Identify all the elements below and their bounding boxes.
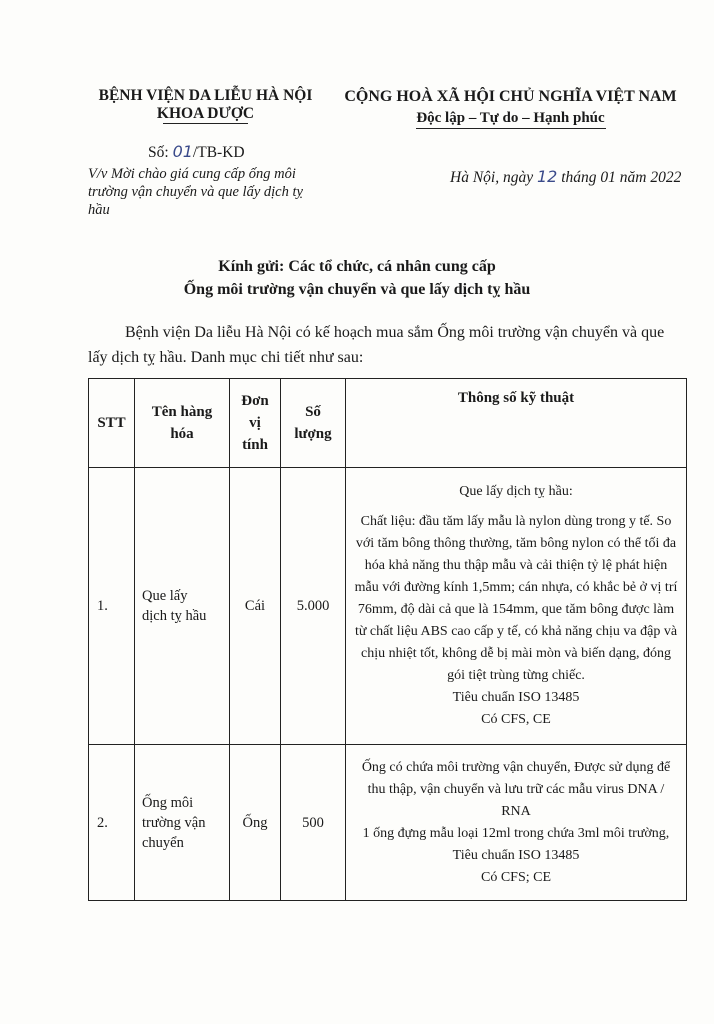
row-spec [346,745,687,901]
item-name-line1: Que lấy [142,588,188,604]
header-spec: Thông số kỹ thuật [346,379,687,468]
header-qty-line2: lượng [294,426,332,442]
national-motto: Độc lập – Tự do – Hạnh phúc [416,110,605,126]
spec-body: Chất liệu: đầu tăm lấy mẫu là nylon dùng trong y tế. So với tăm bông thông thường, tăm bông nylon có thể tối đa hóa khả năng thu thập mẫu và cải thiện tỷ lệ phát hiện mẫu với đường kính 1,5mm; cán nhựa, có khắc bẻ ở vị trí 76mm, độ dài cả que là 154mm, que tăm bông được làm từ chất liệu ABS cao cấp y tế, có khả năng chịu va đập và chịu nhiệt tốt, không dễ bị mài mòn và biến dạng, đóng gói tiệt trùng từng chiếc. [354,514,678,683]
header-unit-line1: Đơn [241,393,269,409]
row-quantity: 500 [281,745,346,901]
motto-underline [416,128,606,129]
header-unit [230,379,281,468]
spec-certification: Có CFS; CE [480,869,552,885]
hospital-name: BỆNH VIỆN DA LIỄU HÀ NỘI [98,87,313,104]
item-name-line2: trường vận [142,814,206,831]
row-quantity: 5.000 [281,468,346,745]
addressee-line-1: Kính gửi: Các tổ chức, cá nhân cung cấp [218,258,496,275]
table-row [89,745,687,901]
spec-certification: Có CFS, CE [481,712,551,727]
spec-standard: Tiêu chuẩn ISO 13485 [452,847,580,863]
document-subject: V/v Mời chào giá cung cấp ống môi trường vận chuyển và que lấy dịch tỵ hầu [88,166,303,218]
row-stt: 2. [89,745,135,901]
date-prefix: Hà Nội, ngày [450,169,534,186]
addressee-line-2: Ống môi trường vận chuyển và que lấy dịch tỵ hầu [183,281,531,298]
header-name-line2: hóa [170,426,194,442]
national-title: CỘNG HOÀ XÃ HỘI CHỦ NGHĨA VIỆT NAM [344,88,677,105]
document-number [148,142,245,162]
spec-body: Ống có chứa môi trường vận chuyển, Được sử dụng để thu thập, vận chuyển và lưu trữ các mẫu virus DNA / RNA [361,759,671,819]
row-stt: 1. [89,468,135,745]
header-unit-line3: tính [242,437,268,453]
document-date [450,167,681,187]
row-unit: Cái [230,468,281,745]
date-suffix: tháng 01 năm 2022 [561,169,682,186]
header-unit-line2: vị [249,415,261,431]
table-row [89,468,687,745]
doc-no-suffix: /TB-KD [192,144,245,161]
table-header-row [89,379,687,468]
header-quantity [281,379,346,468]
row-item-name [135,745,230,901]
doc-no-handwritten: 01 [172,142,193,161]
item-name-line2: dịch tỵ hầu [142,608,207,624]
header-name [135,379,230,468]
intro-paragraph: Bệnh viện Da liễu Hà Nội có kế hoạch mua sắm Ống môi trường vận chuyển và que lấy dịch tỵ hầu. Danh mục chi tiết như sau: [88,324,665,366]
department-name: KHOA DƯỢC [156,105,255,122]
items-table [88,378,687,901]
department-underline [163,123,248,124]
header-name-line1: Tên hàng [151,404,213,420]
header-qty-line1: Số [305,404,321,420]
spec-standard: Tiêu chuẩn ISO 13485 [452,690,580,705]
row-spec [346,468,687,745]
header-stt: STT [89,379,135,468]
row-unit: Ống [230,745,281,901]
date-day-handwritten: 12 [536,167,558,186]
row-item-name [135,468,230,745]
spec-body-2: 1 ống đựng mẫu loại 12ml trong chứa 3ml môi trường, [362,825,670,841]
item-name-line3: chuyển [142,834,184,851]
item-name-line1: Ống môi [142,794,194,811]
doc-no-prefix: Số: [148,144,169,161]
spec-title: Que lấy dịch tỵ hầu: [459,484,573,499]
